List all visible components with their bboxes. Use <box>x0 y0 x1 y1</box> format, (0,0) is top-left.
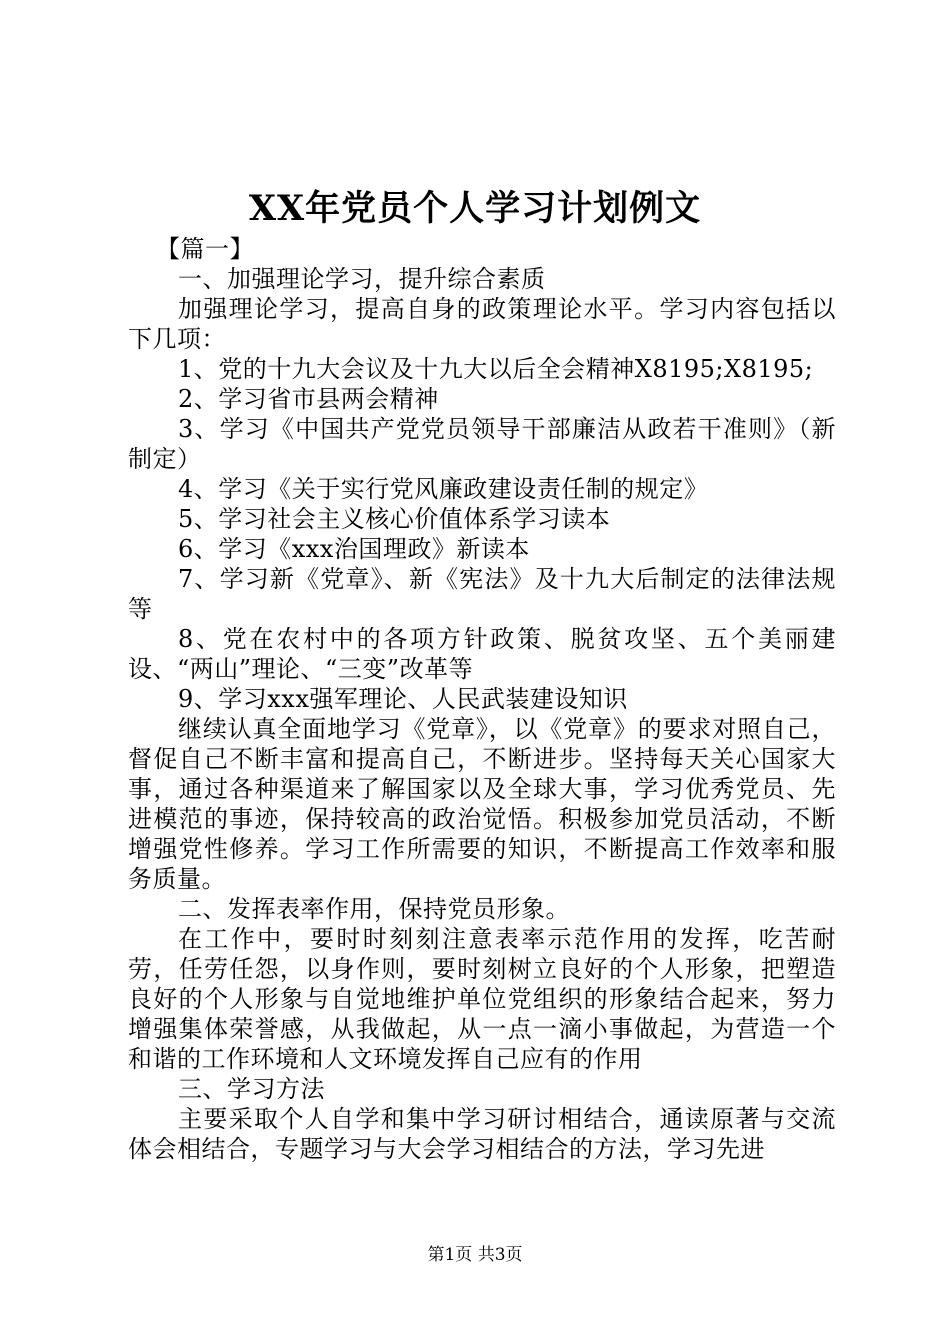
paragraph-continue-study: 继续认真全面地学习《党章》，以《党章》的要求对照自己，督促自己不断丰富和提高自己，不断进步。坚持每天关心国家大事，通过各种渠道来了解国家以及全球大事，学习优秀党员、先进模范的事迹，保持较高的政治觉悟。积极参加党员活动，不断增强党性修养。学习工作所需要的知识，不断提高工作效率和服务质量。 <box>128 715 836 893</box>
paragraph-study-methods: 主要采取个人自学和集中学习研讨相结合，通读原著与交流体会相结合，专题学习与大会学习相结合的方法，学习先进 <box>128 1105 836 1163</box>
heading-theory-study: 一、加强理论学习，提升综合素质 <box>178 265 546 293</box>
document-title: XX年党员个人学习计划例文 <box>248 188 702 229</box>
list-item-9: 9、学习xxx强军理论、人民武装建设知识 <box>178 685 628 713</box>
page-footer: 第1页 共3页 <box>427 1245 523 1265</box>
section-label: 【篇一】 <box>156 235 254 263</box>
list-item-7: 7、学习新《党章》、新《宪法》及十九大后制定的法律法规等 <box>128 565 836 623</box>
list-item-2: 2、学习省市县两会精神 <box>178 385 439 413</box>
heading-study-methods: 三、学习方法 <box>178 1075 325 1103</box>
paragraph-role-model: 在工作中，要时时刻刻注意表率示范作用的发挥，吃苦耐劳，任劳任怨，以身作则，要时刻树立良好的个人形象，把塑造良好的个人形象与自觉地维护单位党组织的形象结合起来，努力增强集体荣誉感，从我做起，从一点一滴小事做起，为营造一个和谐的工作环境和人文环境发挥自己应有的作用 <box>128 925 836 1073</box>
document-body <box>128 234 836 1164</box>
heading-role-model: 二、发挥表率作用，保持党员形象。 <box>178 895 570 923</box>
list-item-4: 4、学习《关于实行党风廉政建设责任制的规定》 <box>178 475 709 503</box>
list-item-1: 1、党的十九大会议及十九大以后全会精神X8195;X8195; <box>178 355 814 383</box>
list-item-5: 5、学习社会主义核心价值体系学习读本 <box>178 505 611 533</box>
list-item-6: 6、学习《xxx治国理政》新读本 <box>178 535 530 563</box>
list-item-8: 8、党在农村中的各项方针政策、脱贫攻坚、五个美丽建设、“两山”理论、“三变”改革等 <box>128 625 836 683</box>
list-item-3: 3、学习《中国共产党党员领导干部廉洁从政若干准则》（新制定） <box>128 415 836 473</box>
paragraph-study-content-intro: 加强理论学习，提高自身的政策理论水平。学习内容包括以下几项： <box>128 295 836 353</box>
